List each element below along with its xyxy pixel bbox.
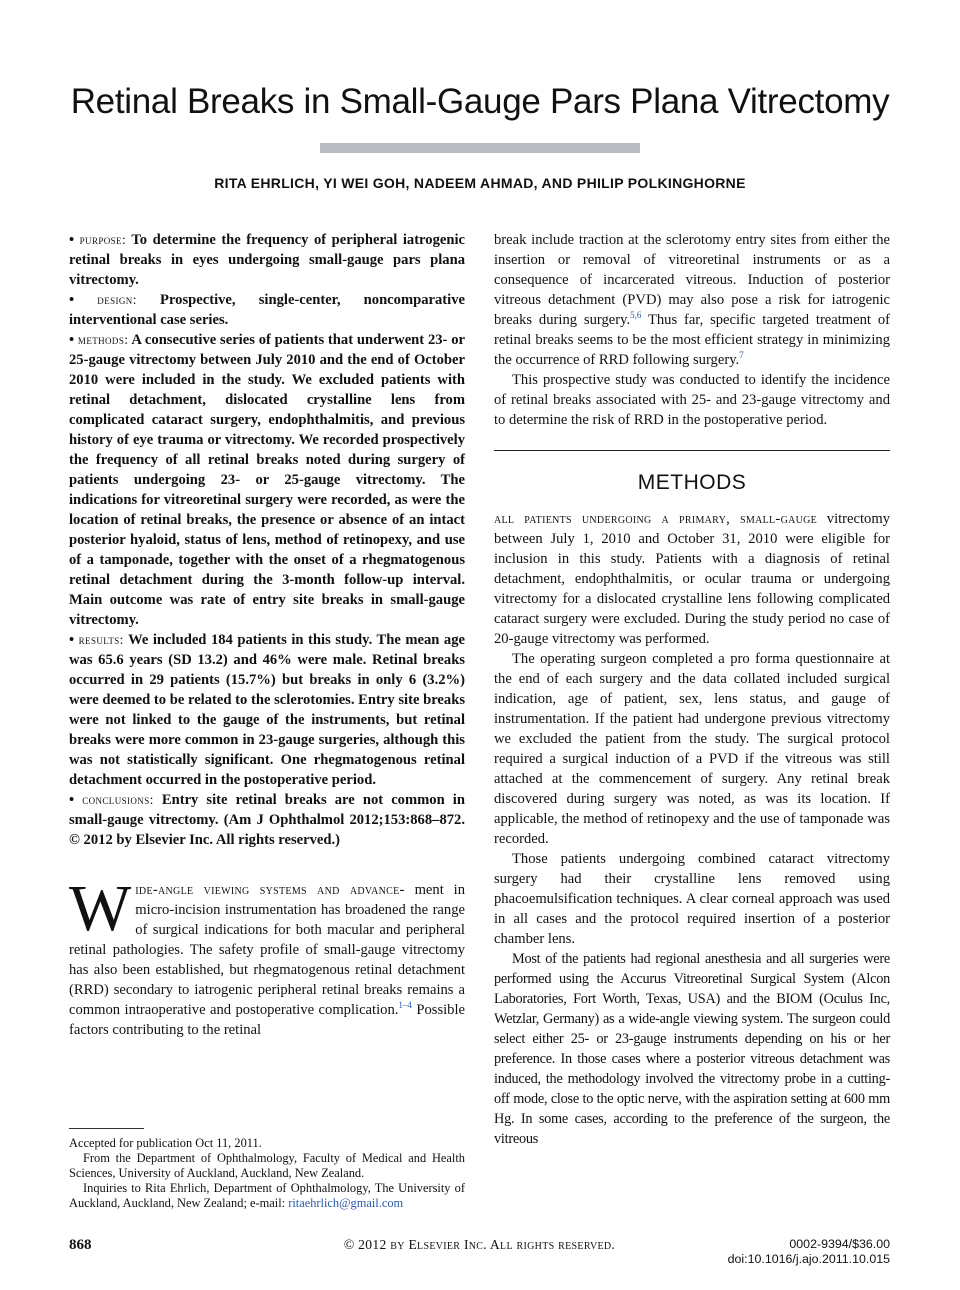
abstract-purpose bbox=[69, 230, 465, 290]
bullet-icon: • bbox=[69, 292, 75, 308]
methods-paragraph-3: Those patients undergoing combined cataract vitrectomy surgery had their crystalline lens removed using phacoemulsification techniques. A clear corneal approach was used in all cases and the protocol required insertion of a posterior chamber lens. bbox=[494, 851, 890, 947]
page-number: 868 bbox=[69, 1237, 92, 1253]
right-column bbox=[494, 230, 890, 1149]
methods-text: A consecutive series of patients that underwent 23- or 25-gauge vitrectomy between July 2010 and the end of October 2010 were included in the study. We excluded patients with retinal detachment, dislocated crystalline lens from complicated cataract surgery, endophthalmitis, and previous history of eye trauma or vitrectomy. We recorded prospectively the frequency of all retinal breaks noted during surgery of patients undergoing 23- or 25-gauge vitrectomy. The indications for vitreoretinal surgery were recorded, as were the location of retinal breaks, the presence or absence of an intact posterior hyaloid, status of lens, method of retinopexy, and use of a tamponade, together with the onset of a rhegmatogenous retinal detachment during the 3-month follow-up interval. Main outcome was rate of entry site breaks in small-gauge vitrectomy. bbox=[69, 332, 465, 628]
methods-heading: METHODS bbox=[637, 471, 747, 494]
bullet-icon: • bbox=[69, 332, 75, 348]
methods-paragraph-1 bbox=[494, 509, 890, 649]
article-title: Retinal Breaks in Small-Gauge Pars Plana Vitrectomy bbox=[70, 82, 890, 121]
intro-lead-caps: ide-angle viewing systems and advance- bbox=[135, 882, 405, 898]
section-divider bbox=[494, 450, 890, 451]
bullet-icon: • bbox=[69, 232, 75, 248]
intro-continuation bbox=[494, 230, 890, 370]
accepted-note: Accepted for publication Oct 11, 2011. bbox=[69, 1136, 262, 1150]
footnote-divider bbox=[69, 1128, 144, 1129]
conclusions-label: conclusions: bbox=[82, 792, 154, 807]
email-link[interactable]: ritaehrlich@gmail.com bbox=[288, 1196, 404, 1210]
methods-label: methods: bbox=[77, 332, 129, 347]
design-label: design: bbox=[97, 292, 137, 307]
inquiries-text: Inquiries to Rita Ehrlich, Department of Ophthalmology, The University of Auckland, Auckland, New Zealand; e-mail: bbox=[69, 1181, 465, 1210]
methods-paragraph-2: The operating surgeon completed a pro forma questionnaire at the end of each surgery and the data collated included surgical indication, age of patient, sex, lens status, and gauge of instrumentation. If the patient had undergone previous vitrectomy we excluded the patient from the study. The surgical protocol required a surgical induction of a PVD if the vitreous was still attached at the commencement of surgery. Any retinal break discovered during surgery was noted, as was its location. If applicable, the method of retinopexy and the use of tamponade was recorded. bbox=[494, 651, 890, 847]
reference-link[interactable]: 1–4 bbox=[398, 1000, 412, 1011]
author-list: RITA EHRLICH, YI WEI GOH, NADEEM AHMAD, AND PHILIP POLKINGHORNE bbox=[214, 175, 746, 191]
results-label: results: bbox=[78, 632, 124, 647]
intro-text-1: ment in micro-incision instrumentation has broadened the range of surgical indications for both macular and peripheral retinal pathologies. The safety profile of small-gauge vitrectomy has also been established, but rhegmatogenous retinal detachment (RRD) secondary to iatrogenic peripheral retinal breaks remains a common intraoperative and postoperative complication. bbox=[69, 882, 465, 1018]
abstract-methods bbox=[69, 330, 465, 630]
bullet-icon: • bbox=[69, 632, 75, 648]
abstract-citation: (Am J Ophthalmol 2012;153:868–872. © 2012 by Elsevier Inc. All rights reserved.) bbox=[69, 812, 465, 848]
intro-cont-text-1: break include traction at the sclerotomy entry sites from either the insertion or removal of vitreoretinal instruments or as a consequence of incarcerated vitreous. Induction of posterior vitreous detachment (PVD) may also pose a risk for iatrogenic breaks during surgery. bbox=[494, 232, 890, 328]
abstract bbox=[69, 230, 465, 850]
reference-link[interactable]: 7 bbox=[739, 350, 744, 361]
page-footer bbox=[69, 1237, 890, 1269]
design-text: Prospective, single-center, noncomparative interventional case series. bbox=[69, 292, 465, 328]
bullet-icon: • bbox=[69, 792, 75, 808]
introduction bbox=[69, 872, 466, 1040]
study-aim-paragraph: This prospective study was conducted to identify the incidence of retinal breaks associated with 25- and 23-gauge vitrectomy and to determine the risk of RRD in the postoperative period. bbox=[494, 372, 890, 428]
methods-p1-text: vitrectomy between July 1, 2010 and October 31, 2010 were eligible for inclusion in this study. Patients with a diagnosis of retinal detachment, endophthalmitis, or ocular trauma or undergoing vitrectomy for a dislocated crystalline lens following complicated cataract surgery were excluded. During the study period no case of 20-gauge vitrectomy was performed. bbox=[494, 511, 890, 647]
title-underline-bar bbox=[320, 143, 640, 153]
results-text: We included 184 patients in this study. The mean age was 65.6 years (SD 13.2) and 46% were male. Retinal breaks occurred in 29 patients (15.7%) but breaks in only 6 (3.2%) were deemed to be related to the sclerotomies. Entry site breaks were not linked to the gauge of the instruments, but retinal breaks were more common in 23-gauge surgeries, although this was not statistically significant. One rhegmatogenous retinal detachment occurred in the postoperative period. bbox=[69, 632, 465, 788]
left-column bbox=[69, 230, 465, 1040]
purpose-text: To determine the frequency of peripheral iatrogenic retinal breaks in eyes undergoing small-gauge pars plana vitrectomy. bbox=[69, 232, 465, 288]
reference-link[interactable]: 5,6 bbox=[630, 310, 642, 321]
doi: doi:10.1016/j.ajo.2011.10.015 bbox=[727, 1252, 890, 1266]
methods-paragraph-4: Most of the patients had regional anesthesia and all surgeries were performed using the Accurus Vitreoretinal Surgical System (Alcon Laboratories, Fort Worth, Texas, USA) and the BIOM (Oculus Inc, Wetzlar, Germany) as a wide-angle viewing system. The surgeon could select either 25- or 23-gauge instruments depending on his or her preference. In those cases where a posterior vitreous detachment was induced, the methodology involved the vitrectomy probe in a cutting-off mode, close to the optic nerve, with the aspiration setting at 600 mm Hg. In some cases, according to the preference of the surgeon, the vitreous bbox=[494, 951, 890, 1147]
footnotes bbox=[69, 1136, 465, 1211]
purpose-label: purpose: bbox=[79, 232, 127, 247]
intro-text-2: Possible factors contributing to the retinal bbox=[69, 1002, 466, 1038]
drop-cap: W bbox=[69, 872, 132, 945]
inquiries-note bbox=[69, 1181, 465, 1211]
abstract-results bbox=[69, 630, 465, 790]
issn-price: 0002-9394/$36.00 bbox=[789, 1237, 890, 1251]
copyright-notice: © 2012 by Elsevier Inc. All rights reserved. bbox=[343, 1237, 616, 1252]
intro-cont-text-2: Thus far, specific targeted treatment of retinal breaks seems to be the most efficient strategy in minimizing the occurrence of RRD following surgery. bbox=[494, 312, 890, 368]
methods-lead-caps: all patients undergoing a primary, small-gauge bbox=[494, 511, 818, 527]
affiliation-note: From the Department of Ophthalmology, Faculty of Medical and Health Sciences, University of Auckland, Auckland, New Zealand. bbox=[69, 1151, 465, 1180]
abstract-design bbox=[69, 290, 465, 330]
conclusions-text: Entry site retinal breaks are not common in small-gauge vitrectomy. bbox=[69, 792, 465, 828]
abstract-conclusions bbox=[69, 790, 465, 850]
intro-paragraph bbox=[69, 872, 466, 1040]
article-identifiers bbox=[728, 1237, 890, 1267]
